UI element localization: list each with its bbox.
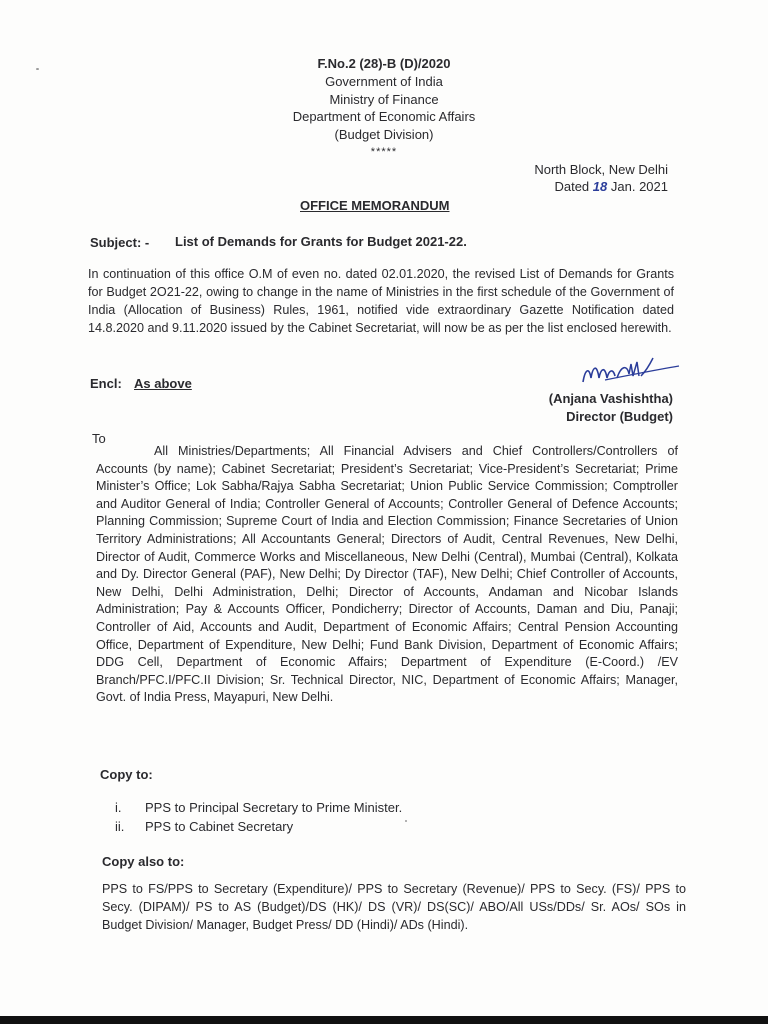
date-line	[554, 178, 668, 196]
memo-title: OFFICE MEMORANDUM	[300, 198, 450, 213]
department-name: Department of Economic Affairs	[292, 109, 476, 124]
file-number: F.No.2 (28)-B (D)/2020	[317, 56, 451, 71]
copy-to-item-text: PPS to Cabinet Secretary	[145, 819, 294, 834]
to-label: To	[92, 431, 106, 446]
ministry-name: Ministry of Finance	[329, 92, 439, 107]
copy-to-item-number: i.	[115, 800, 122, 815]
header-stars: *****	[370, 146, 398, 158]
date-prefix: Dated	[554, 179, 590, 194]
scan-speck	[405, 820, 407, 822]
copy-also-to-label: Copy also to:	[102, 854, 185, 869]
signature-image	[575, 352, 685, 392]
enclosure-label: Encl:	[90, 376, 122, 391]
copy-to-item-text: PPS to Principal Secretary to Prime Minister.	[145, 800, 403, 815]
copy-to-label: Copy to:	[100, 767, 153, 782]
recipients-list: All Ministries/Departments; All Financial Advisers and Chief Controllers/Controllers of Accounts (by name); Cabinet Secretariat; President’s Secretariat; Vice-President’s Secretariat; Prime Minister’s Office; Lok Sabha/Rajya Sabha Secretariat; Union Public Service Commission; Comptroller and Auditor General of India; Controller General of Accounts; Controller General of Defence Accounts; Planning Commission; Supreme Court of India and Election Commission; Finance Secretaries of Union Territory Administrations; All Accountants General; Directors of Audit, Central Revenues, New Delhi, Director of Audit, Commerce Works and Miscellaneous, New Delhi (Central), Mumbai (Central), Kolkata and Dy. Director General (PAF), New Delhi; Dy Director (TAF), New Delhi; Chief Controller of Accounts, New Delhi, Delhi Administration, Delhi; Director of Accounts, Andaman and Nicobar Islands Administration; Pay & Accounts Officer, Pondicherry; Director of Accounts, Daman and Diu, Panaji; Controller of Aid, Accounts and Audit, Department of Economic Affairs; Central Pension Accounting Office, Department of Expenditure, New Delhi; Fund Bank Division, Department of Economic Affairs; DDG Cell, Department of Economic Affairs; Department of Expenditure (E-Coord.) /EV Branch/PFC.I/PFC.II Division; Sr. Technical Director, NIC, Department of Economic Affairs; Manager, Govt. of India Press, Mayapuri, New Delhi.	[96, 444, 678, 705]
subject-text: List of Demands for Grants for Budget 2021-22.	[175, 234, 467, 249]
government-name: Government of India	[325, 74, 443, 89]
body-paragraph: In continuation of this office O.M of even no. dated 02.01.2020, the revised List of Demands for Grants for Budget 2O21-22, owing to change in the name of Ministries in the first schedule of the Government of India (Allocation of Business) Rules, 1961, notified vide extraordinary Gazette Notification dated 14.8.2020 and 9.11.2020 issued by the Cabinet Secretariat, will now be as per the list enclosed herewith.	[88, 267, 674, 335]
division-name: (Budget Division)	[334, 127, 434, 142]
place-line: North Block, New Delhi	[534, 162, 668, 177]
copy-also-to-text: PPS to FS/PPS to Secretary (Expenditure)/ PPS to Secretary (Revenue)/ PPS to Secy. (FS)/ PPS to Secy. (DIPAM)/ PS to AS (Budget)/DS (HK)/ DS (VR)/ DS(SC)/ ABO/All USs/DDs/ Sr. AOs/ SOs in Budget Division/ Manager, Budget Press/ DD (Hindi)/ ADs (Hindi).	[102, 882, 686, 932]
handwritten-day: 18	[592, 179, 608, 194]
subject-label: Subject: -	[90, 235, 150, 250]
scan-bottom-edge	[0, 1016, 768, 1024]
copy-to-item-number: ii.	[115, 819, 125, 834]
signatory-name: (Anjana Vashishtha)	[548, 391, 673, 406]
date-suffix: Jan. 2021	[610, 179, 668, 194]
signatory-designation: Director (Budget)	[566, 409, 673, 424]
enclosure-value: As above	[134, 376, 192, 391]
